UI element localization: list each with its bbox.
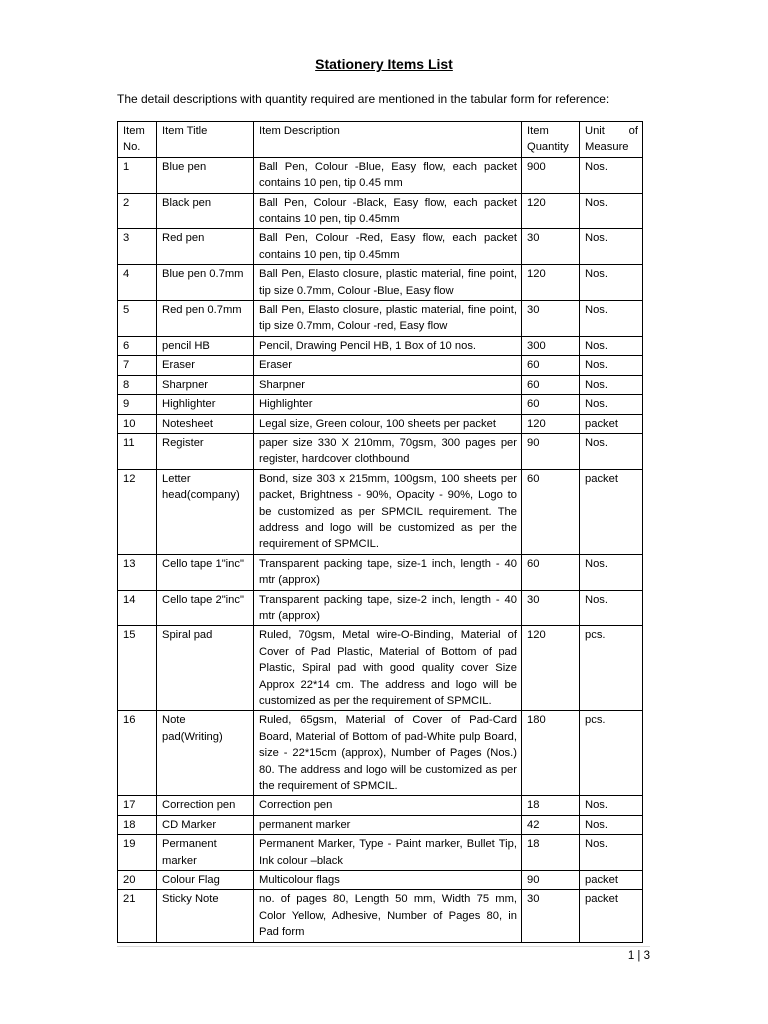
cell-item-title: Red pen 0.7mm	[157, 301, 254, 337]
table-row	[118, 711, 643, 796]
cell-item-no: 5	[118, 301, 157, 337]
header-item-title: Item Title	[157, 122, 254, 158]
document-title: Stationery Items List	[315, 56, 453, 72]
stationery-items-table	[117, 121, 643, 943]
table-row	[118, 395, 643, 414]
cell-item-title: Register	[157, 433, 254, 469]
cell-item-no: 8	[118, 375, 157, 394]
cell-item-no: 3	[118, 229, 157, 265]
table-header-row	[118, 122, 643, 158]
cell-item-title: Sticky Note	[157, 890, 254, 942]
header-item-description: Item Description	[254, 122, 522, 158]
cell-item-quantity: 90	[522, 433, 580, 469]
table-row	[118, 433, 643, 469]
cell-item-title: Cello tape 2"inc"	[157, 590, 254, 626]
cell-item-quantity: 30	[522, 229, 580, 265]
cell-item-quantity: 60	[522, 469, 580, 554]
header-item-no: Item No.	[118, 122, 157, 158]
cell-item-title: Colour Flag	[157, 871, 254, 890]
cell-item-title: Permanent marker	[157, 835, 254, 871]
cell-item-description: Ball Pen, Colour -Red, Easy flow, each packet contains 10 pen, tip 0.45mm	[254, 229, 522, 265]
table-row	[118, 890, 643, 942]
cell-item-description: Transparent packing tape, size-2 inch, length - 40 mtr (approx)	[254, 590, 522, 626]
cell-item-no: 11	[118, 433, 157, 469]
cell-item-no: 12	[118, 469, 157, 554]
cell-unit-of-measure: packet	[580, 890, 643, 942]
cell-item-title: pencil HB	[157, 336, 254, 355]
cell-unit-of-measure: Nos.	[580, 835, 643, 871]
cell-item-no: 2	[118, 193, 157, 229]
cell-item-quantity: 60	[522, 375, 580, 394]
intro-text: The detail descriptions with quantity required are mentioned in the tabular form for reference:	[117, 92, 610, 106]
table-row	[118, 157, 643, 193]
cell-item-title: Notesheet	[157, 414, 254, 433]
cell-item-quantity: 18	[522, 796, 580, 815]
cell-item-no: 15	[118, 626, 157, 711]
cell-item-title: Spiral pad	[157, 626, 254, 711]
cell-item-no: 6	[118, 336, 157, 355]
cell-unit-of-measure: Nos.	[580, 301, 643, 337]
cell-item-title: Blue pen	[157, 157, 254, 193]
cell-item-description: Ball Pen, Elasto closure, plastic material, fine point, tip size 0.7mm, Colour -red, Easy flow	[254, 301, 522, 337]
cell-item-description: Permanent Marker, Type - Paint marker, Bullet Tip, Ink colour –black	[254, 835, 522, 871]
cell-item-no: 9	[118, 395, 157, 414]
table-row	[118, 796, 643, 815]
footer-divider	[117, 946, 650, 947]
cell-item-title: Blue pen 0.7mm	[157, 265, 254, 301]
cell-unit-of-measure: Nos.	[580, 193, 643, 229]
cell-unit-of-measure: Nos.	[580, 265, 643, 301]
cell-item-description: Pencil, Drawing Pencil HB, 1 Box of 10 nos.	[254, 336, 522, 355]
cell-item-title: CD Marker	[157, 815, 254, 834]
cell-item-no: 17	[118, 796, 157, 815]
cell-item-quantity: 900	[522, 157, 580, 193]
cell-item-description: Legal size, Green colour, 100 sheets per packet	[254, 414, 522, 433]
cell-item-description: Highlighter	[254, 395, 522, 414]
cell-item-no: 20	[118, 871, 157, 890]
cell-unit-of-measure: packet	[580, 414, 643, 433]
cell-item-no: 19	[118, 835, 157, 871]
table-row	[118, 301, 643, 337]
cell-item-description: Correction pen	[254, 796, 522, 815]
cell-item-no: 18	[118, 815, 157, 834]
cell-item-description: Eraser	[254, 356, 522, 375]
cell-item-quantity: 120	[522, 414, 580, 433]
table-row	[118, 554, 643, 590]
page-number: 1 | 3	[627, 950, 650, 962]
cell-item-description: Bond, size 303 x 215mm, 100gsm, 100 sheets per packet, Brightness - 90%, Opacity - 90%, Logo to be customized as per SPMCIL requirement. The address and logo will be customized as per the requirement of SPMCIL.	[254, 469, 522, 554]
table-row	[118, 193, 643, 229]
cell-item-quantity: 30	[522, 890, 580, 942]
cell-item-description: permanent marker	[254, 815, 522, 834]
cell-unit-of-measure: pcs.	[580, 711, 643, 796]
cell-item-no: 14	[118, 590, 157, 626]
table-row	[118, 590, 643, 626]
cell-unit-of-measure: Nos.	[580, 375, 643, 394]
cell-item-description: Ball Pen, Colour -Blue, Easy flow, each packet contains 10 pen, tip 0.45 mm	[254, 157, 522, 193]
table-row	[118, 265, 643, 301]
table-row	[118, 375, 643, 394]
cell-item-title: Correction pen	[157, 796, 254, 815]
cell-item-title: Red pen	[157, 229, 254, 265]
table-row	[118, 356, 643, 375]
cell-unit-of-measure: Nos.	[580, 356, 643, 375]
cell-unit-of-measure: Nos.	[580, 554, 643, 590]
cell-item-title: Letter head(company)	[157, 469, 254, 554]
cell-item-description: Ruled, 70gsm, Metal wire-O-Binding, Material of Cover of Pad Plastic, Material of Bottom of pad Plastic, Spiral pad with good quality cover Size Approx 22*14 cm. The address and logo will be customized as per the requirement of SPMCIL.	[254, 626, 522, 711]
cell-item-quantity: 30	[522, 590, 580, 626]
cell-unit-of-measure: pcs.	[580, 626, 643, 711]
cell-item-description: Ruled, 65gsm, Material of Cover of Pad-Card Board, Material of Bottom of pad-White pulp Board, size - 22*15cm (approx), Number of Pages (Nos.) 80. The address and logo will be customized as per the requirement of SPMCIL.	[254, 711, 522, 796]
cell-item-description: no. of pages 80, Length 50 mm, Width 75 mm, Color Yellow, Adhesive, Number of Pages 80, in Pad form	[254, 890, 522, 942]
table-row	[118, 469, 643, 554]
cell-item-title: Highlighter	[157, 395, 254, 414]
cell-item-description: paper size 330 X 210mm, 70gsm, 300 pages per register, hardcover clothbound	[254, 433, 522, 469]
cell-item-quantity: 30	[522, 301, 580, 337]
cell-item-quantity: 60	[522, 395, 580, 414]
cell-item-description: Ball Pen, Colour -Black, Easy flow, each packet contains 10 pen, tip 0.45mm	[254, 193, 522, 229]
cell-item-quantity: 42	[522, 815, 580, 834]
cell-item-title: Sharpner	[157, 375, 254, 394]
header-unit-of-measure: Unit of Measure	[580, 122, 643, 158]
table-row	[118, 815, 643, 834]
cell-item-quantity: 180	[522, 711, 580, 796]
cell-item-title: Eraser	[157, 356, 254, 375]
cell-item-quantity: 120	[522, 626, 580, 711]
table-row	[118, 626, 643, 711]
cell-item-description: Sharpner	[254, 375, 522, 394]
cell-item-no: 21	[118, 890, 157, 942]
cell-item-quantity: 60	[522, 356, 580, 375]
table-body	[118, 157, 643, 942]
cell-item-title: Note pad(Writing)	[157, 711, 254, 796]
cell-unit-of-measure: Nos.	[580, 336, 643, 355]
cell-item-no: 7	[118, 356, 157, 375]
cell-item-quantity: 60	[522, 554, 580, 590]
cell-item-description: Transparent packing tape, size-1 inch, length - 40 mtr (approx)	[254, 554, 522, 590]
cell-item-no: 13	[118, 554, 157, 590]
cell-unit-of-measure: Nos.	[580, 395, 643, 414]
cell-item-quantity: 90	[522, 871, 580, 890]
cell-item-no: 4	[118, 265, 157, 301]
table-row	[118, 871, 643, 890]
table-row	[118, 414, 643, 433]
cell-unit-of-measure: Nos.	[580, 157, 643, 193]
cell-unit-of-measure: Nos.	[580, 796, 643, 815]
table-row	[118, 336, 643, 355]
cell-item-title: Cello tape 1"inc"	[157, 554, 254, 590]
cell-item-quantity: 120	[522, 193, 580, 229]
cell-item-quantity: 18	[522, 835, 580, 871]
header-item-quantity: Item Quantity	[522, 122, 580, 158]
cell-unit-of-measure: packet	[580, 871, 643, 890]
cell-item-no: 1	[118, 157, 157, 193]
cell-unit-of-measure: Nos.	[580, 229, 643, 265]
cell-item-description: Multicolour flags	[254, 871, 522, 890]
table-row	[118, 835, 643, 871]
cell-item-no: 16	[118, 711, 157, 796]
cell-item-no: 10	[118, 414, 157, 433]
cell-item-quantity: 300	[522, 336, 580, 355]
cell-item-description: Ball Pen, Elasto closure, plastic material, fine point, tip size 0.7mm, Colour -Blue, Easy flow	[254, 265, 522, 301]
table-row	[118, 229, 643, 265]
cell-item-quantity: 120	[522, 265, 580, 301]
cell-unit-of-measure: packet	[580, 469, 643, 554]
cell-unit-of-measure: Nos.	[580, 433, 643, 469]
cell-item-title: Black pen	[157, 193, 254, 229]
cell-unit-of-measure: Nos.	[580, 590, 643, 626]
cell-unit-of-measure: Nos.	[580, 815, 643, 834]
